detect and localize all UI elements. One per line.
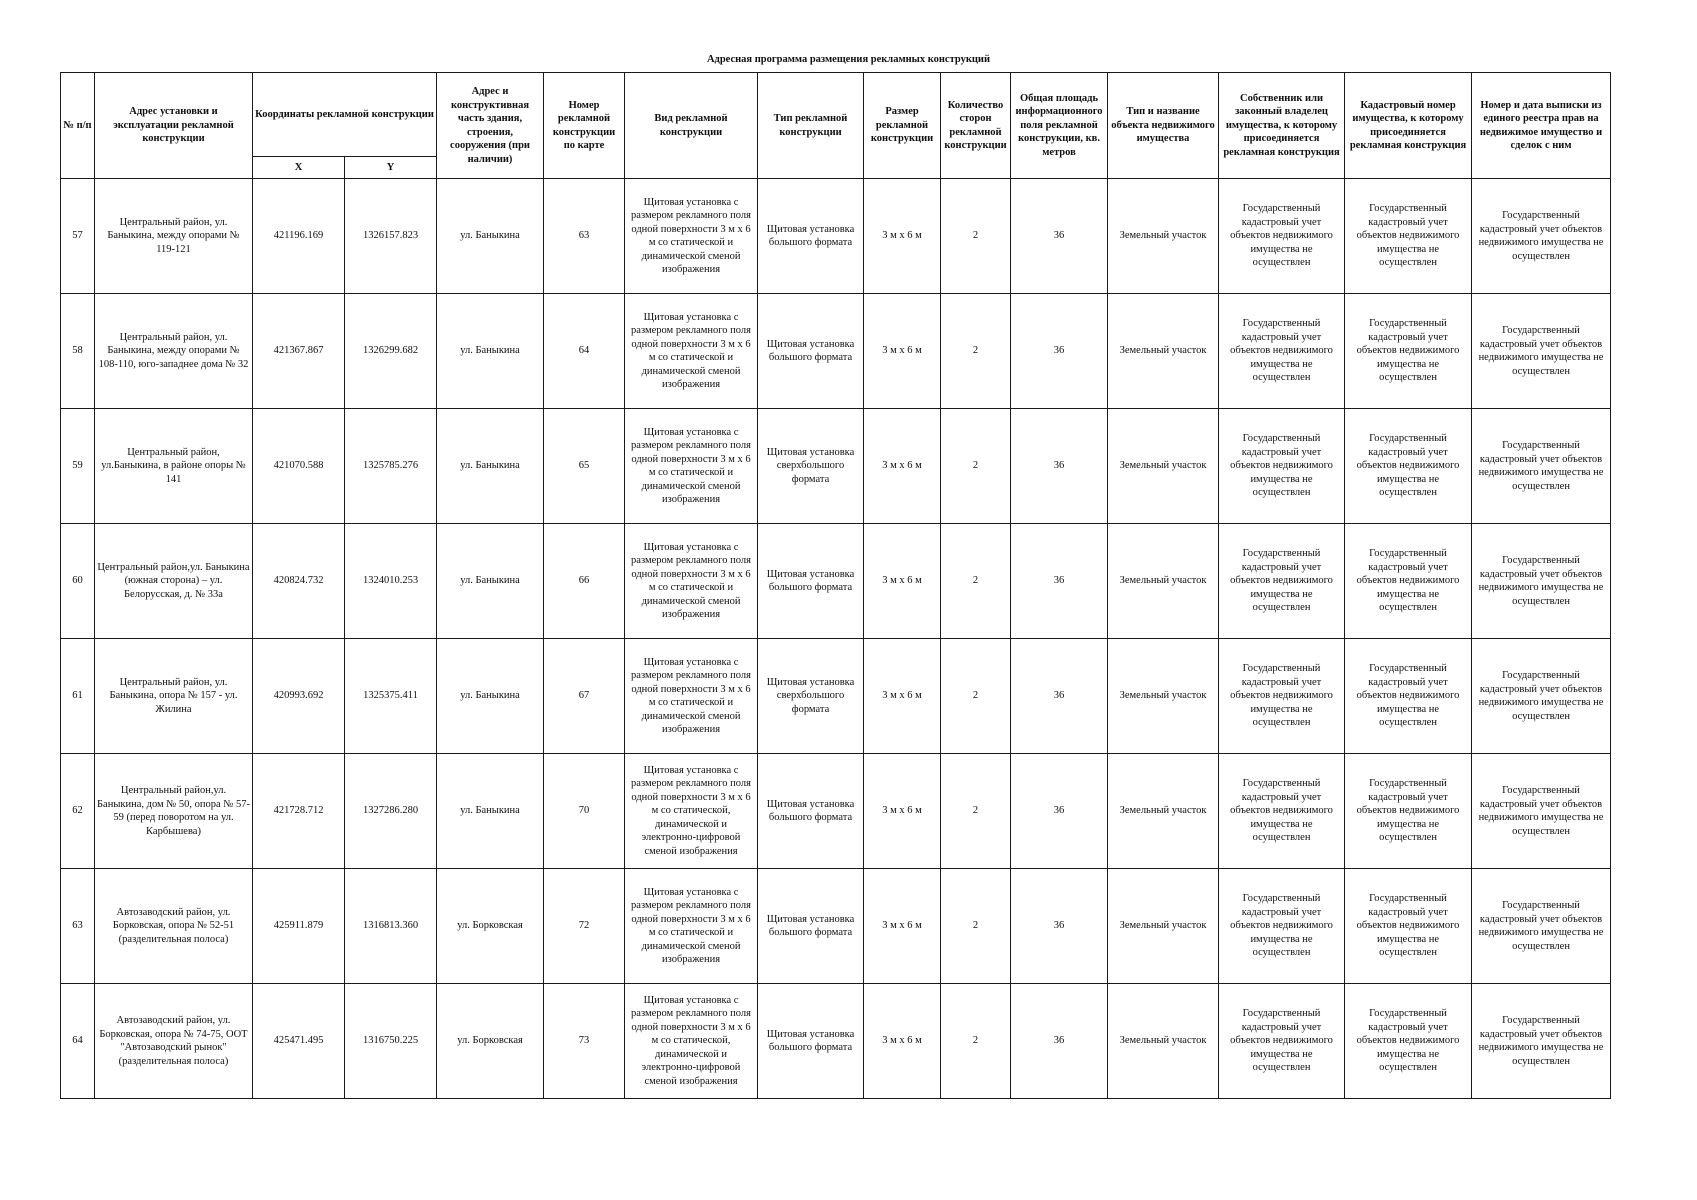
cell-building: ул. Борковская — [437, 869, 544, 984]
cell-area: 36 — [1011, 294, 1108, 409]
cell-type: Щитовая установка сверхбольшого формата — [758, 639, 864, 754]
cell-type: Щитовая установка большого формата — [758, 524, 864, 639]
header-type: Тип рекламной конструкции — [758, 73, 864, 179]
cell-registry: Государственный кадастровый учет объектов недвижимого имущества не осуществлен — [1472, 754, 1611, 869]
cell-registry: Государственный кадастровый учет объектов недвижимого имущества не осуществлен — [1472, 984, 1611, 1099]
cell-map-number: 64 — [544, 294, 625, 409]
cell-num: 64 — [61, 984, 95, 1099]
header-area: Общая площадь информационного поля рекламной конструкции, кв. метров — [1011, 73, 1108, 179]
cell-sides: 2 — [941, 984, 1011, 1099]
cell-type: Щитовая установка большого формата — [758, 984, 864, 1099]
cell-owner: Государственный кадастровый учет объектов недвижимого имущества не осуществлен — [1219, 754, 1345, 869]
cell-building: ул. Баныкина — [437, 639, 544, 754]
cell-map-number: 63 — [544, 179, 625, 294]
cell-area: 36 — [1011, 639, 1108, 754]
cell-sides: 2 — [941, 524, 1011, 639]
cell-area: 36 — [1011, 984, 1108, 1099]
cell-owner: Государственный кадастровый учет объектов недвижимого имущества не осуществлен — [1219, 409, 1345, 524]
cell-address: Автозаводский район, ул. Борковская, опора № 74-75, ООТ "Автозаводский рынок" (разделительная полоса) — [95, 984, 253, 1099]
cell-property: Земельный участок — [1108, 524, 1219, 639]
cell-kind: Щитовая установка с размером рекламного поля одной поверхности 3 м х 6 м со статической и динамической сменой изображения — [625, 294, 758, 409]
table-row — [61, 294, 1611, 409]
cell-y: 1316750.225 — [345, 984, 437, 1099]
cell-x: 421070.588 — [253, 409, 345, 524]
cell-building: ул. Баныкина — [437, 409, 544, 524]
table-row — [61, 179, 1611, 294]
cell-num: 60 — [61, 524, 95, 639]
cell-owner: Государственный кадастровый учет объектов недвижимого имущества не осуществлен — [1219, 524, 1345, 639]
cell-type: Щитовая установка сверхбольшого формата — [758, 409, 864, 524]
table-row — [61, 409, 1611, 524]
cell-size: 3 м х 6 м — [864, 869, 941, 984]
cell-num: 63 — [61, 869, 95, 984]
cell-sides: 2 — [941, 294, 1011, 409]
cell-owner: Государственный кадастровый учет объектов недвижимого имущества не осуществлен — [1219, 984, 1345, 1099]
header-kind: Вид рекламной конструкции — [625, 73, 758, 179]
cell-area: 36 — [1011, 524, 1108, 639]
cell-y: 1325785.276 — [345, 409, 437, 524]
cell-map-number: 66 — [544, 524, 625, 639]
cell-area: 36 — [1011, 409, 1108, 524]
cell-cadastral: Государственный кадастровый учет объектов недвижимого имущества не осуществлен — [1345, 754, 1472, 869]
cell-kind: Щитовая установка с размером рекламного поля одной поверхности 3 м х 6 м со статической и динамической сменой изображения — [625, 869, 758, 984]
table-row — [61, 639, 1611, 754]
cell-size: 3 м х 6 м — [864, 754, 941, 869]
cell-address: Центральный район, ул. Баныкина, опора № 157 - ул. Жилина — [95, 639, 253, 754]
table-body — [61, 179, 1611, 1099]
cell-size: 3 м х 6 м — [864, 294, 941, 409]
cell-area: 36 — [1011, 754, 1108, 869]
cell-cadastral: Государственный кадастровый учет объектов недвижимого имущества не осуществлен — [1345, 294, 1472, 409]
cell-address: Центральный район, ул. Баныкина, между опорами № 119-121 — [95, 179, 253, 294]
cell-registry: Государственный кадастровый учет объектов недвижимого имущества не осуществлен — [1472, 524, 1611, 639]
advertising-program-table — [60, 72, 1611, 1099]
cell-property: Земельный участок — [1108, 409, 1219, 524]
cell-building: ул. Борковская — [437, 984, 544, 1099]
header-owner: Собственник или законный владелец имущества, к которому присоединяется рекламная конструкция — [1219, 73, 1345, 179]
header-coords: Координаты рекламной конструкции — [253, 73, 437, 157]
cell-y: 1325375.411 — [345, 639, 437, 754]
cell-building: ул. Баныкина — [437, 294, 544, 409]
header-address: Адрес установки и эксплуатации рекламной конструкции — [95, 73, 253, 179]
cell-registry: Государственный кадастровый учет объектов недвижимого имущества не осуществлен — [1472, 869, 1611, 984]
cell-cadastral: Государственный кадастровый учет объектов недвижимого имущества не осуществлен — [1345, 869, 1472, 984]
cell-address: Центральный район, ул.Баныкина, в районе опоры № 141 — [95, 409, 253, 524]
cell-y: 1316813.360 — [345, 869, 437, 984]
cell-num: 58 — [61, 294, 95, 409]
cell-area: 36 — [1011, 869, 1108, 984]
cell-sides: 2 — [941, 409, 1011, 524]
cell-type: Щитовая установка большого формата — [758, 294, 864, 409]
cell-y: 1326299.682 — [345, 294, 437, 409]
cell-size: 3 м х 6 м — [864, 984, 941, 1099]
cell-address: Центральный район, ул. Баныкина, между опорами № 108-110, юго-западнее дома № 32 — [95, 294, 253, 409]
header-building: Адрес и конструктивная часть здания, строения, сооружения (при наличии) — [437, 73, 544, 179]
cell-property: Земельный участок — [1108, 639, 1219, 754]
cell-owner: Государственный кадастровый учет объектов недвижимого имущества не осуществлен — [1219, 869, 1345, 984]
cell-registry: Государственный кадастровый учет объектов недвижимого имущества не осуществлен — [1472, 409, 1611, 524]
table-header — [61, 73, 1611, 179]
cell-y: 1327286.280 — [345, 754, 437, 869]
header-sides: Количество сторон рекламной конструкции — [941, 73, 1011, 179]
cell-num: 57 — [61, 179, 95, 294]
cell-type: Щитовая установка большого формата — [758, 869, 864, 984]
cell-kind: Щитовая установка с размером рекламного поля одной поверхности 3 м х 6 м со статической и динамической сменой изображения — [625, 524, 758, 639]
table-row — [61, 754, 1611, 869]
cell-owner: Государственный кадастровый учет объектов недвижимого имущества не осуществлен — [1219, 639, 1345, 754]
header-size: Размер рекламной конструкции — [864, 73, 941, 179]
table-row — [61, 524, 1611, 639]
cell-x: 425911.879 — [253, 869, 345, 984]
cell-x: 421367.867 — [253, 294, 345, 409]
cell-type: Щитовая установка большого формата — [758, 754, 864, 869]
cell-kind: Щитовая установка с размером рекламного поля одной поверхности 3 м х 6 м со статической, динамической и электронно-цифровой сменой изображения — [625, 984, 758, 1099]
cell-size: 3 м х 6 м — [864, 639, 941, 754]
cell-num: 62 — [61, 754, 95, 869]
cell-sides: 2 — [941, 869, 1011, 984]
cell-address: Центральный район,ул. Баныкина (южная сторона) – ул. Белорусская, д. № 33а — [95, 524, 253, 639]
cell-x: 425471.495 — [253, 984, 345, 1099]
cell-size: 3 м х 6 м — [864, 409, 941, 524]
cell-kind: Щитовая установка с размером рекламного поля одной поверхности 3 м х 6 м со статической и динамической сменой изображения — [625, 409, 758, 524]
cell-sides: 2 — [941, 754, 1011, 869]
cell-building: ул. Баныкина — [437, 754, 544, 869]
cell-property: Земельный участок — [1108, 869, 1219, 984]
cell-property: Земельный участок — [1108, 179, 1219, 294]
cell-num: 59 — [61, 409, 95, 524]
cell-num: 61 — [61, 639, 95, 754]
cell-x: 420824.732 — [253, 524, 345, 639]
header-cadastral: Кадастровый номер имущества, к которому присоединяется рекламная конструкция — [1345, 73, 1472, 179]
cell-address: Центральный район,ул. Баныкина, дом № 50, опора № 57-59 (перед поворотом на ул. Карбышева) — [95, 754, 253, 869]
cell-kind: Щитовая установка с размером рекламного поля одной поверхности 3 м х 6 м со статической и динамической сменой изображения — [625, 639, 758, 754]
table-row — [61, 869, 1611, 984]
cell-map-number: 65 — [544, 409, 625, 524]
header-num: № п/п — [61, 73, 95, 179]
cell-size: 3 м х 6 м — [864, 179, 941, 294]
cell-cadastral: Государственный кадастровый учет объектов недвижимого имущества не осуществлен — [1345, 409, 1472, 524]
cell-sides: 2 — [941, 179, 1011, 294]
page-title: Адресная программа размещения рекламных конструкций — [706, 54, 991, 65]
cell-sides: 2 — [941, 639, 1011, 754]
cell-map-number: 70 — [544, 754, 625, 869]
header-registry: Номер и дата выписки из единого реестра прав на недвижимое имущество и сделок с ним — [1472, 73, 1611, 179]
cell-address: Автозаводский район, ул. Борковская, опора № 52-51 (разделительная полоса) — [95, 869, 253, 984]
cell-type: Щитовая установка большого формата — [758, 179, 864, 294]
cell-owner: Государственный кадастровый учет объектов недвижимого имущества не осуществлен — [1219, 179, 1345, 294]
cell-map-number: 72 — [544, 869, 625, 984]
cell-cadastral: Государственный кадастровый учет объектов недвижимого имущества не осуществлен — [1345, 639, 1472, 754]
cell-x: 421196.169 — [253, 179, 345, 294]
header-y: Y — [345, 157, 437, 179]
cell-x: 421728.712 — [253, 754, 345, 869]
cell-property: Земельный участок — [1108, 754, 1219, 869]
header-x: X — [253, 157, 345, 179]
cell-property: Земельный участок — [1108, 294, 1219, 409]
cell-map-number: 67 — [544, 639, 625, 754]
cell-size: 3 м х 6 м — [864, 524, 941, 639]
cell-cadastral: Государственный кадастровый учет объектов недвижимого имущества не осуществлен — [1345, 524, 1472, 639]
header-property: Тип и название объекта недвижимого имущества — [1108, 73, 1219, 179]
cell-registry: Государственный кадастровый учет объектов недвижимого имущества не осуществлен — [1472, 179, 1611, 294]
cell-kind: Щитовая установка с размером рекламного поля одной поверхности 3 м х 6 м со статической и динамической сменой изображения — [625, 179, 758, 294]
cell-x: 420993.692 — [253, 639, 345, 754]
cell-cadastral: Государственный кадастровый учет объектов недвижимого имущества не осуществлен — [1345, 179, 1472, 294]
cell-map-number: 73 — [544, 984, 625, 1099]
cell-y: 1326157.823 — [345, 179, 437, 294]
cell-registry: Государственный кадастровый учет объектов недвижимого имущества не осуществлен — [1472, 639, 1611, 754]
table-row — [61, 984, 1611, 1099]
header-map-number: Номер рекламной конструкции по карте — [544, 73, 625, 179]
cell-building: ул. Баныкина — [437, 524, 544, 639]
cell-building: ул. Баныкина — [437, 179, 544, 294]
cell-owner: Государственный кадастровый учет объектов недвижимого имущества не осуществлен — [1219, 294, 1345, 409]
cell-kind: Щитовая установка с размером рекламного поля одной поверхности 3 м х 6 м со статической, динамической и электронно-цифровой сменой изображения — [625, 754, 758, 869]
cell-cadastral: Государственный кадастровый учет объектов недвижимого имущества не осуществлен — [1345, 984, 1472, 1099]
cell-y: 1324010.253 — [345, 524, 437, 639]
cell-area: 36 — [1011, 179, 1108, 294]
cell-registry: Государственный кадастровый учет объектов недвижимого имущества не осуществлен — [1472, 294, 1611, 409]
cell-property: Земельный участок — [1108, 984, 1219, 1099]
